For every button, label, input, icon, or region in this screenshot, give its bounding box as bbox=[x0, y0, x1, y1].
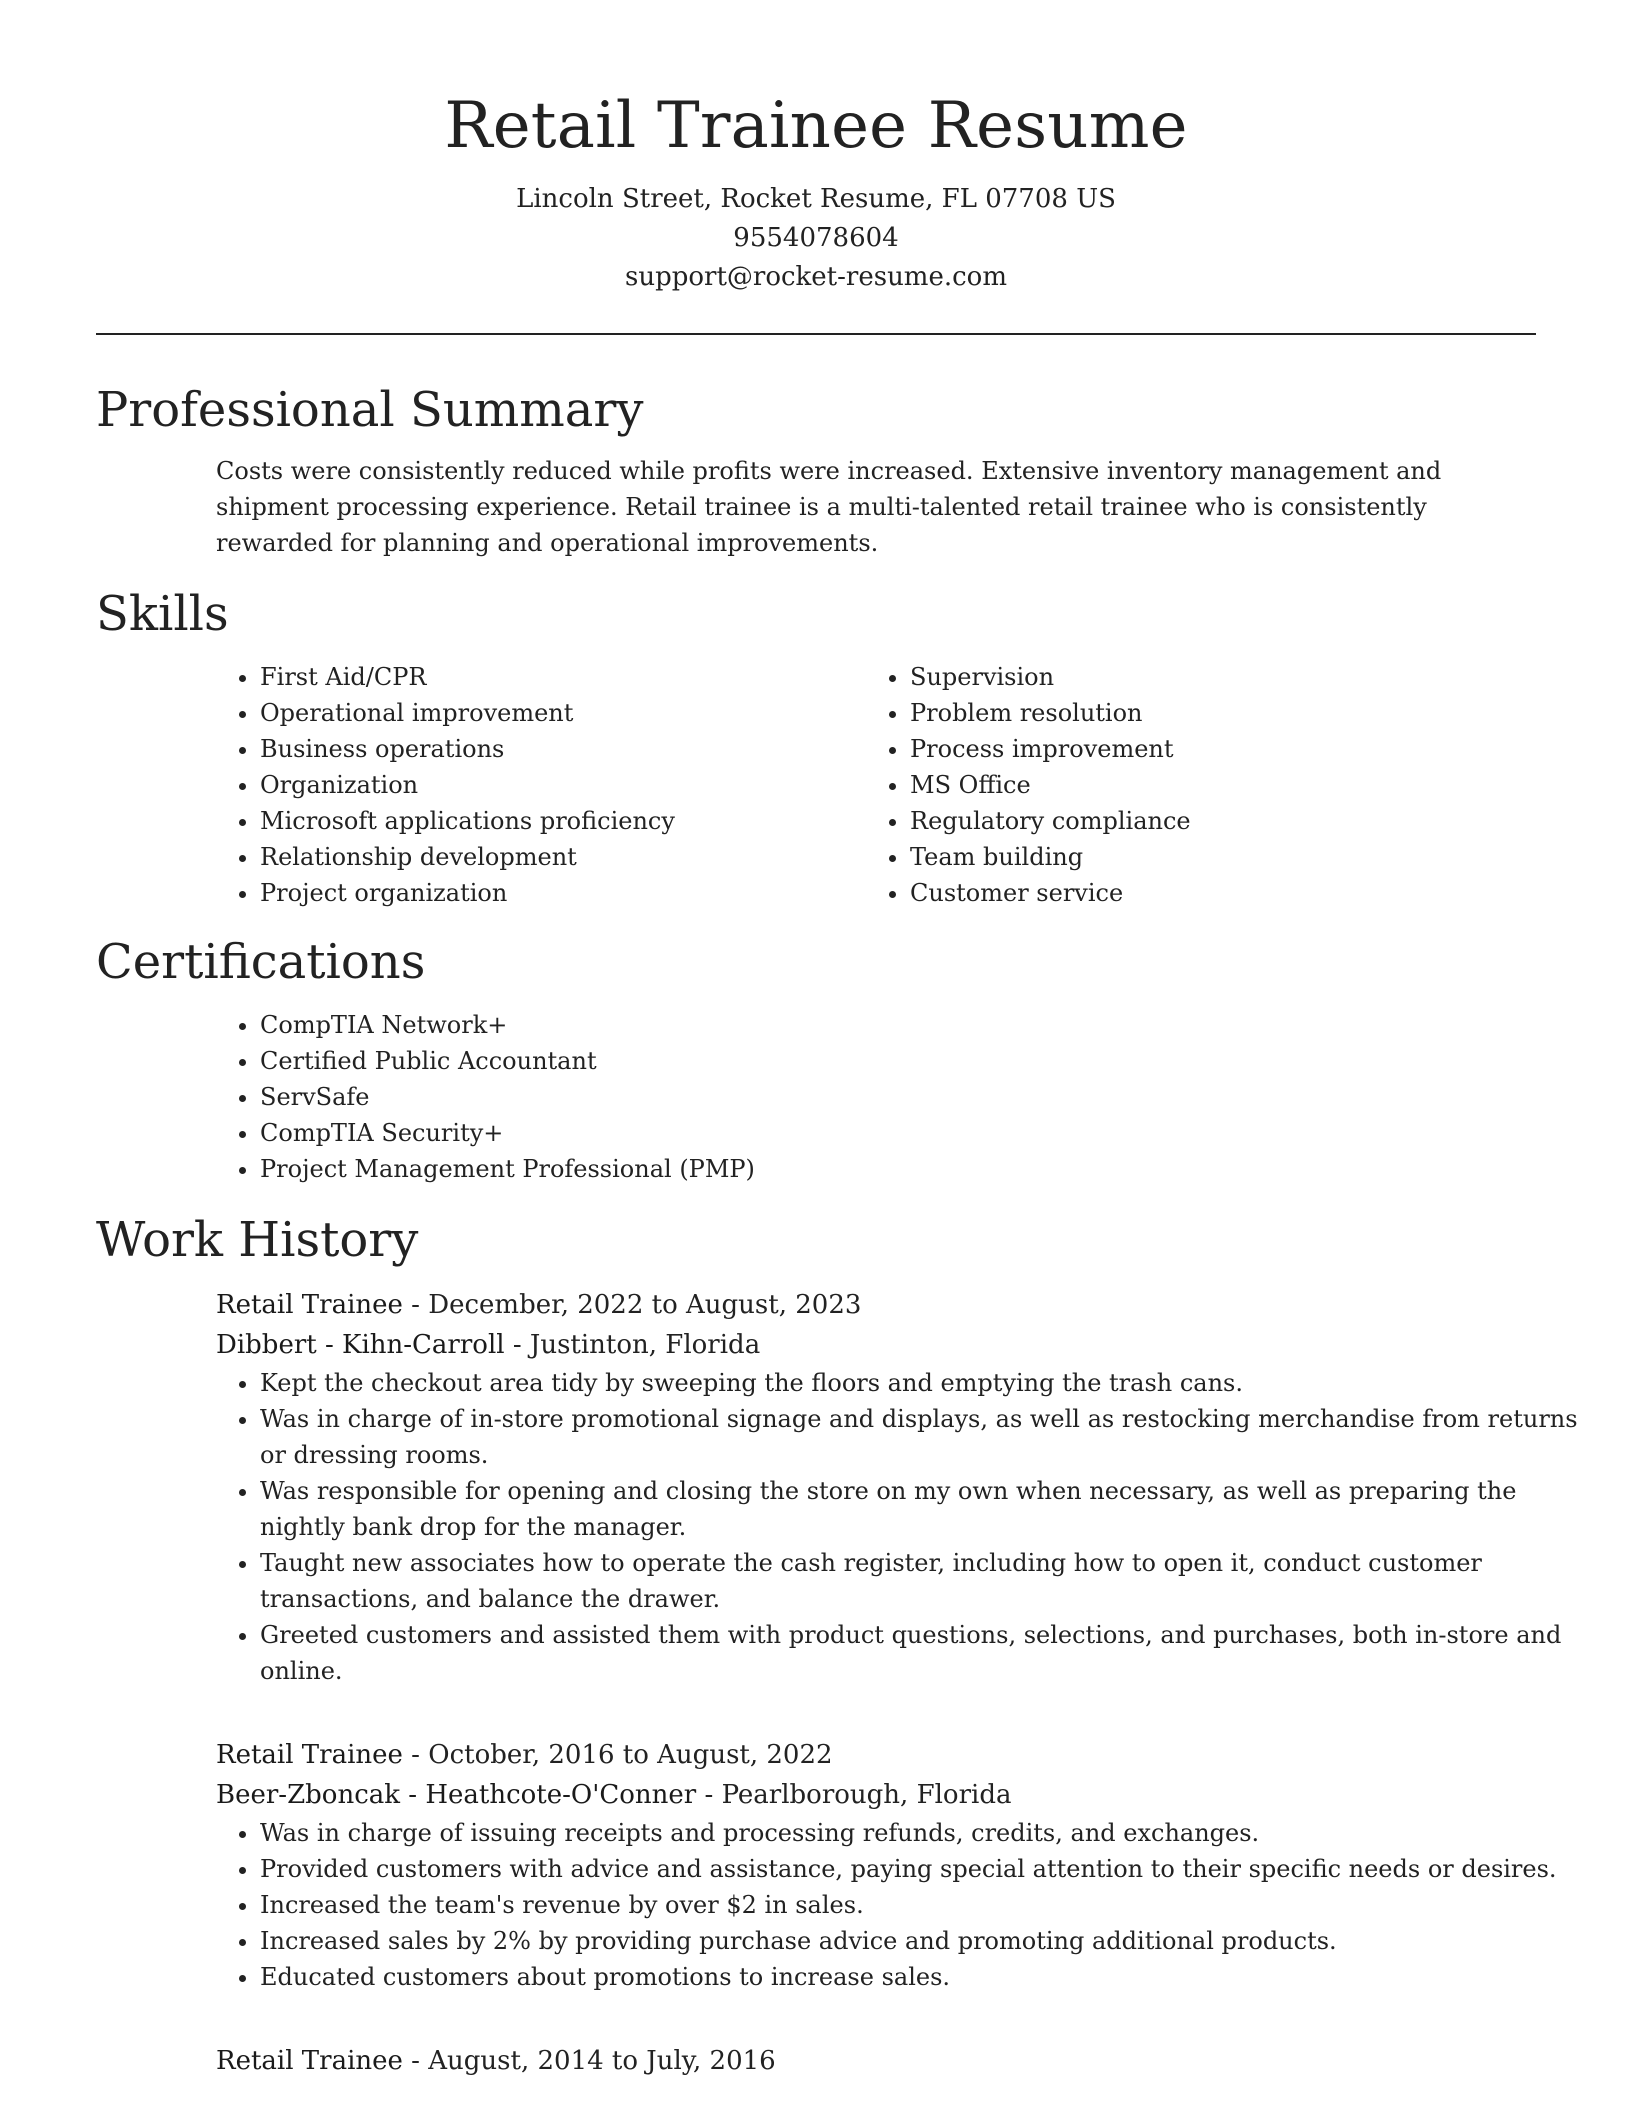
job-duty: • Provided customers with advice and assistance, paying special attention to their specific needs or desires. bbox=[260, 1851, 1580, 1887]
job-role: Retail Trainee bbox=[216, 1740, 403, 1770]
job-duty: • Was in charge of issuing receipts and processing refunds, credits, and exchanges. bbox=[260, 1815, 1580, 1851]
resume-page bbox=[96, 0, 1578, 2081]
skill-item: • Team building bbox=[910, 839, 1516, 875]
job-duty: • Increased the team's revenue by over $2 in sales. bbox=[260, 1887, 1580, 1923]
contact-email: support@rocket-resume.com bbox=[624, 262, 1007, 292]
certification-item: • Certified Public Accountant bbox=[260, 1043, 1536, 1079]
job-title-line bbox=[216, 1735, 1536, 1775]
job-duty: • Kept the checkout area tidy by sweeping the floors and emptying the trash cans. bbox=[260, 1365, 1580, 1401]
job-separator: - bbox=[402, 1290, 429, 1320]
certification-item: • Project Management Professional (PMP) bbox=[260, 1151, 1536, 1187]
job-role: Retail Trainee bbox=[216, 1290, 403, 1320]
certification-item: • CompTIA Security+ bbox=[260, 1115, 1536, 1151]
job-separator: - bbox=[402, 2046, 429, 2076]
job-duty: • Greeted customers and assisted them with product questions, selections, and purchases, both in-store and online. bbox=[260, 1617, 1580, 1689]
skill-item: • Regulatory compliance bbox=[910, 803, 1516, 839]
skills-heading: Skills bbox=[96, 586, 229, 642]
certification-item: • ServSafe bbox=[260, 1079, 1536, 1115]
job-dates: December, 2022 to August, 2023 bbox=[428, 1290, 862, 1320]
job-entry bbox=[216, 1735, 1557, 1995]
job-title-line bbox=[216, 2041, 1536, 2081]
skills-column-right bbox=[866, 659, 1516, 911]
job-company: Beer-Zboncak - Heathcote-O'Conner bbox=[216, 1780, 697, 1810]
certifications-list bbox=[216, 1007, 1536, 1187]
job-duties-list bbox=[216, 1815, 1580, 1995]
job-duty: • Was responsible for opening and closing the store on my own when necessary, as well as preparing the nightly bank drop for the manager. bbox=[260, 1473, 1580, 1545]
job-company-line bbox=[216, 1325, 1536, 1365]
summary-section bbox=[216, 453, 1536, 561]
skills-section bbox=[216, 659, 1536, 911]
job-location: Justinton, Florida bbox=[529, 1330, 761, 1360]
skill-item: • Operational improvement bbox=[260, 695, 866, 731]
skill-item: • MS Office bbox=[910, 767, 1516, 803]
job-dates: August, 2014 to July, 2016 bbox=[428, 2046, 776, 2076]
job-separator: - bbox=[504, 1330, 530, 1360]
skill-item: • Organization bbox=[260, 767, 866, 803]
header-divider bbox=[96, 333, 1536, 335]
certifications-heading: Certifications bbox=[96, 934, 426, 990]
skill-item: • Supervision bbox=[910, 659, 1516, 695]
skills-column-left bbox=[216, 659, 866, 911]
skill-item: • First Aid/CPR bbox=[260, 659, 866, 695]
contact-info bbox=[96, 180, 1536, 297]
skill-item: • Project organization bbox=[260, 875, 866, 911]
job-role: Retail Trainee bbox=[216, 2046, 403, 2076]
certifications-section bbox=[216, 1007, 1536, 1187]
skills-list-left bbox=[216, 659, 866, 911]
job-company-line bbox=[216, 1775, 1536, 1815]
skill-item: • Business operations bbox=[260, 731, 866, 767]
job-company: Dibbert - Kihn-Carroll bbox=[216, 1330, 505, 1360]
skill-item: • Process improvement bbox=[910, 731, 1516, 767]
skill-item: • Microsoft applications proficiency bbox=[260, 803, 866, 839]
resume-title: Retail Trainee Resume bbox=[444, 89, 1188, 163]
job-duty: • Taught new associates how to operate the cash register, including how to open it, conduct customer transactions, and balance the drawer. bbox=[260, 1545, 1580, 1617]
skill-item: • Relationship development bbox=[260, 839, 866, 875]
summary-heading: Professional Summary bbox=[96, 382, 644, 438]
job-entry bbox=[216, 2041, 1536, 2081]
contact-address: Lincoln Street, Rocket Resume, FL 07708 US bbox=[516, 184, 1116, 214]
contact-phone: 9554078604 bbox=[733, 223, 899, 253]
job-duty: • Was in charge of in-store promotional signage and displays, as well as restocking merchandise from returns or dressing rooms. bbox=[260, 1401, 1580, 1473]
skill-item: • Problem resolution bbox=[910, 695, 1516, 731]
job-dates: October, 2016 to August, 2022 bbox=[428, 1740, 833, 1770]
work-history-section bbox=[216, 1285, 1578, 2081]
job-entry bbox=[216, 1285, 1578, 1689]
skill-item: • Customer service bbox=[910, 875, 1516, 911]
resume-header bbox=[96, 0, 1536, 297]
job-separator: - bbox=[696, 1780, 722, 1810]
summary-text: Costs were consistently reduced while profits were increased. Extensive inventory management and shipment processing experience. Retail trainee is a multi-talented retail trainee who is consistently rewarded for planning and operational improvements. bbox=[216, 457, 1442, 557]
job-duty: • Educated customers about promotions to increase sales. bbox=[260, 1959, 1580, 1995]
job-title-line bbox=[216, 1285, 1536, 1325]
job-separator: - bbox=[402, 1740, 429, 1770]
job-duties-list bbox=[216, 1365, 1580, 1689]
certification-item: • CompTIA Network+ bbox=[260, 1007, 1536, 1043]
work-history-heading: Work History bbox=[96, 1212, 419, 1268]
job-location: Pearlborough, Florida bbox=[721, 1780, 1012, 1810]
job-duty: • Increased sales by 2% by providing purchase advice and promoting additional products. bbox=[260, 1923, 1580, 1959]
skills-list-right bbox=[866, 659, 1516, 911]
